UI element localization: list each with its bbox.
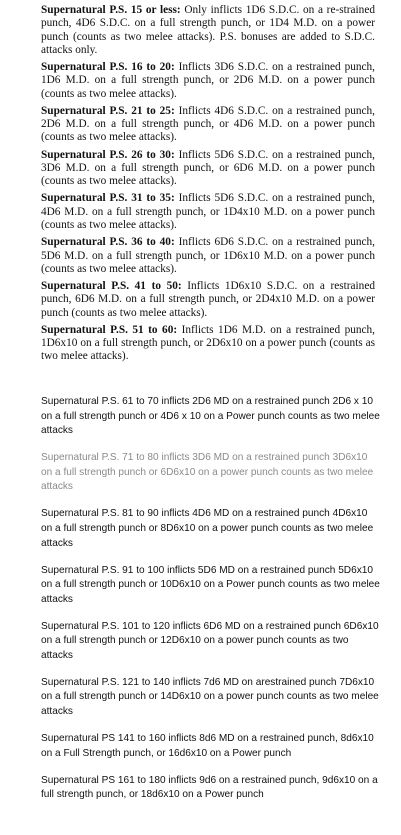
typed-rules-section [41,395,381,815]
rule-entry: Supernatural P.S. 71 to 80 inflicts 3D6 MD on a restrained punch 3D6x10 on a full strength punch or 6D6x10 on a power punch counts as two melee attacks [41,452,374,493]
rule-entry: Supernatural P.S. 91 to 100 inflicts 5D6 MD on a restrained punch 5D6x10 on a full strength punch or 10D6x10 on a Power punch counts as two melee attacks [41,564,380,605]
rule-heading: Supernatural P.S. 51 to 60: [41,323,178,336]
rule-entry [41,149,375,189]
rule-text: Inflicts 4D6 S.D.C. on a restrained punch, 2D6 M.D. on a full strength punch, or 4D6 M.D. on a power punch (counts as two melee attacks). [41,104,376,144]
rule-entry: Supernatural P.S. 121 to 140 inflicts 7d6 MD on arestrained punch 7D6x10 on a full strength punch or 14D6x10 on a power punch counts as two melee attacks [41,676,379,718]
rule-heading: Supernatural P.S. 41 to 50: [41,279,182,292]
rule-text: Inflicts 5D6 S.D.C. on a restrained punch, 3D6 M.D. on a full strength punch, or 6D6 M.D. on a power punch (counts as two melee attacks). [41,148,376,188]
rule-heading: Supernatural P.S. 31 to 35: [41,192,175,205]
rule-text: Inflicts 1D6 M.D. on a restrained punch, 1D6x10 on a full strength punch, or 2D6x10 on a power punch (counts as two melee attacks). [41,323,375,363]
rule-entry [41,192,375,232]
rule-text: Inflicts 3D6 S.D.C. on a restrained punch, 1D6 M.D. on a full strength punch, or 2D6 M.D. on a power punch (counts as two melee attacks). [41,61,376,100]
printed-rules-section [41,4,375,368]
rule-entry [41,324,375,364]
rule-heading: Supernatural P.S. 36 to 40: [41,236,175,249]
rule-entry: Supernatural P.S. 61 to 70 inflicts 2D6 MD on a restrained punch 2D6 x 10 on a full strength punch or 4D6 x 10 on a Power punch counts as two melee attacks [41,396,380,437]
rule-text: Inflicts 1D6x10 S.D.C. on a restrained punch, 6D6 M.D. on a full strength punch, or 2D4x10 M.D. on a power punch (counts as two melee attacks). [41,279,375,319]
rule-heading: Supernatural P.S. 15 or less: [41,4,181,16]
rule-text: Only inflicts 1D6 S.D.C. on a re-strained punch, 4D6 S.D.C. on a full strength punch, or 1D4 M.D. on a power punch (counts as two melee attacks). P.S. bonuses are added to S.D.C. attacks only. [41,4,375,56]
rule-entry: Supernatural P.S. 101 to 120 inflicts 6D6 MD on a restrained punch 6D6x10 on a full strength punch or 12D6x10 on a power punch counts as two attacks [41,620,379,661]
rule-entry [41,236,375,276]
rule-entry: Supernatural PS 161 to 180 inflicts 9d6 on a restrained punch, 9d6x10 on a full strength punch, or 18d6x10 on a Power punch [41,774,378,801]
rule-entry [41,4,375,57]
rule-heading: Supernatural P.S. 21 to 25: [41,104,175,117]
rule-heading: Supernatural P.S. 16 to 20: [41,61,175,74]
rule-text: Inflicts 6D6 S.D.C. on a restrained punch, 5D6 M.D. on a full strength punch, or 1D6x10 M.D. on a power punch (counts as two melee attacks). [41,236,376,275]
rule-entry: Supernatural PS 141 to 160 inflicts 8d6 MD on a restrained punch, 8d6x10 on a Full Strength punch, or 16d6x10 on a Power punch [41,733,374,759]
rule-entry [41,280,375,320]
rule-entry [41,61,375,101]
rule-heading: Supernatural P.S. 26 to 30: [41,148,175,161]
rule-text: Inflicts 5D6 S.D.C. on a restrained punch, 4D6 M.D. on a full strength punch, or 1D4x10 M.D. on a power punch (counts as two melee attacks). [41,192,376,232]
rule-entry: Supernatural P.S. 81 to 90 inflicts 4D6 MD on a restrained punch 4D6x10 on a full strength punch or 8D6x10 on a power punch counts as two melee attacks [41,508,374,549]
rule-entry [41,105,375,145]
